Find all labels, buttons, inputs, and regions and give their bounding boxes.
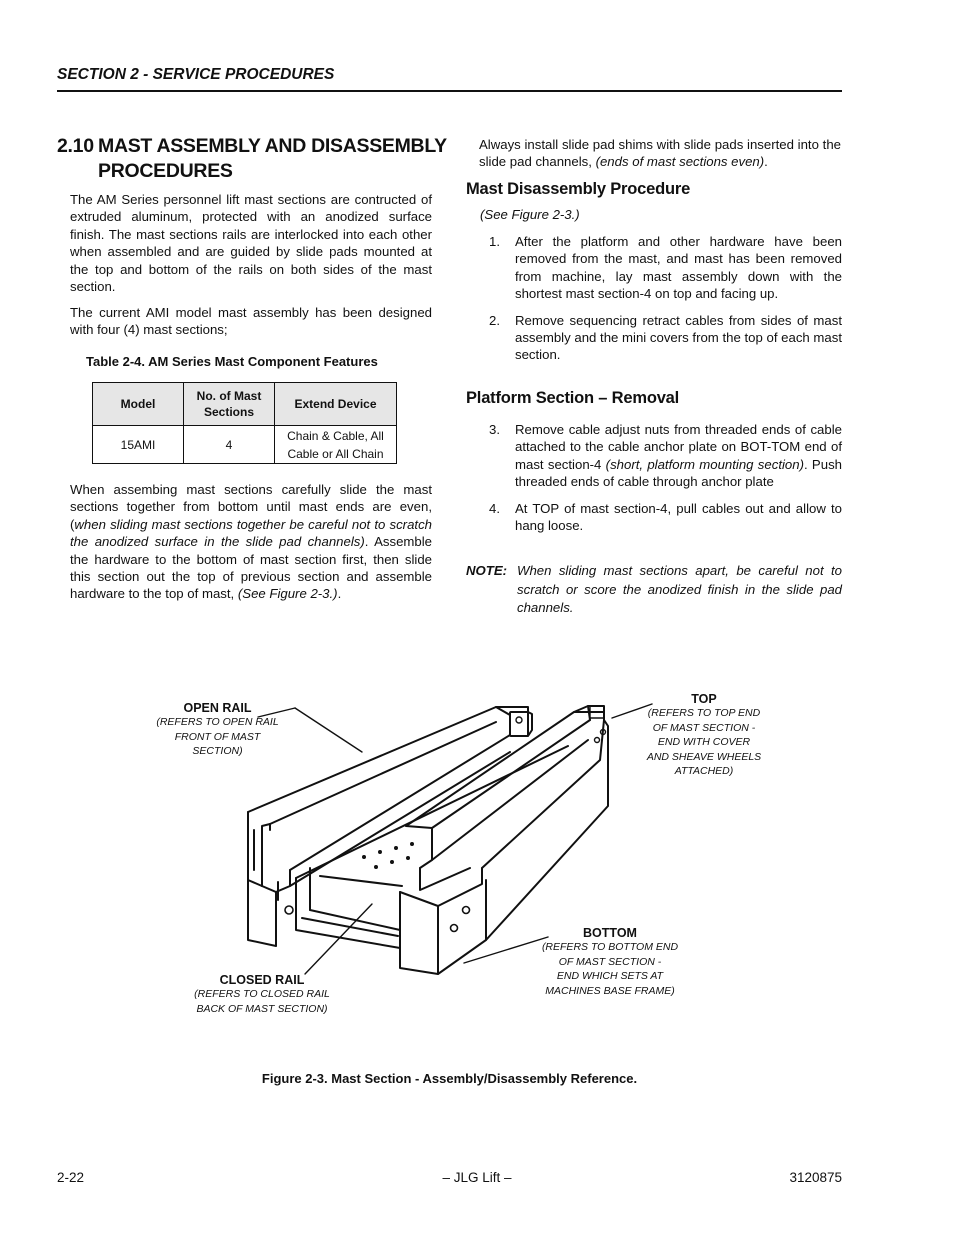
bottom-desc-4: MACHINES BASE FRAME) [545, 984, 675, 997]
step-text: Remove sequencing retract cables from sides of mast assembly and the mini covers from the top of each mast section. [515, 312, 842, 363]
note-label: NOTE: [466, 563, 508, 578]
step-number: 2. [489, 312, 500, 328]
section-title-line2: PROCEDURES [98, 160, 233, 182]
step-number: 4. [489, 500, 500, 516]
shim-text-c: . [764, 154, 768, 170]
step-text-b: (short, platform mounting section) [605, 456, 804, 472]
intro-paragraph: The AM Series personnel lift mast sections are contructed of extruded aluminum, protected with an anodized surface finish. The mast sections rails are interlocked into each other when assembled and are guided by slide pads mounted at the top and bottom of the rails on both sides of the mast section. [70, 192, 432, 295]
assembly-text-a: When assembing mast sections carefully slide the mast sections together from bottom until mast ends are even, ( [70, 482, 432, 532]
disassembly-figure-ref: (See Figure 2-3.) [480, 207, 580, 222]
top-callout [640, 692, 768, 779]
top-desc-4: AND SHEAVE WHEELS [646, 750, 762, 763]
section-header: SECTION 2 - SERVICE PROCEDURES [57, 66, 335, 83]
bottom-callout [540, 926, 680, 998]
table-cell-extend-device: Chain & Cable, All Cable or All Chain [275, 426, 397, 464]
step-text: After the platform and other hardware have been removed from the mast, and mast has been removed from machine, lay mast assembly down with the shortest mast section-4 on top and facing up. [515, 234, 842, 302]
top-desc-5: ATTACHED) [674, 765, 734, 777]
open-rail-label: OPEN RAIL [183, 701, 252, 715]
assembly-figure-ref: (See Figure 2-3.) [237, 586, 338, 602]
doc-number: 3120875 [789, 1170, 842, 1185]
bottom-desc-3: END WHICH SETS AT [556, 970, 664, 982]
figure-caption: Figure 2-3. Mast Section - Assembly/Disassembly Reference. [261, 1071, 638, 1086]
note-text: When sliding mast sections apart, be careful not to scratch or score the anodized finish in the slide pad channels. [517, 563, 842, 615]
step-number: 3. [489, 422, 500, 437]
step-text: At TOP of mast section-4, pull cables out and allow to hang loose. [515, 500, 842, 534]
shim-text-a: Always install slide pad shims with slide pads inserted into the slide pad channels, [479, 137, 841, 170]
assembly-caution: when sliding mast sections together be careful not to scratch the anodized surface in the slide pad channels) [70, 516, 432, 550]
bottom-desc-1: (REFERS TO BOTTOM END [541, 941, 679, 953]
footer-center: – JLG Lift – [442, 1170, 512, 1185]
page-number: 2-22 [57, 1170, 85, 1185]
table-title: Table 2-4. AM Series Mast Component Features [86, 354, 378, 369]
table-header-model: Model [93, 383, 184, 426]
assembly-text-c: . Assemble the hardware to the bottom of mast section first, then slide this section out the top of previous section and assemble hardware to the top of mast, [70, 534, 432, 602]
assembly-text-e: . [337, 586, 342, 602]
step-text-c: . Push threaded ends of cable through anchor plate [515, 456, 842, 490]
table-header-sections: No. of Mast Sections [184, 383, 275, 426]
open-rail-desc-1: (REFERS TO OPEN RAIL [156, 716, 279, 728]
table-cell-sections: 4 [184, 426, 275, 464]
table-cell-model: 15AMI [93, 426, 184, 464]
step-text-a: Remove cable adjust nuts from threaded ends of cable attached to the cable anchor plate on BOT-TOM end of mast section-4 [515, 422, 842, 472]
closed-rail-label: CLOSED RAIL [219, 973, 305, 987]
top-label: TOP [691, 692, 717, 706]
step-number: 1. [489, 234, 500, 249]
top-desc-1: (REFERS TO TOP END [647, 707, 761, 719]
open-rail-desc-2: FRONT OF MAST SECTION) [174, 730, 261, 757]
open-rail-callout [150, 701, 285, 759]
closed-rail-desc-1: (REFERS TO CLOSED RAIL [194, 988, 330, 1000]
section-number: 2.10 [57, 135, 94, 157]
bottom-desc-2: OF MAST SECTION - [558, 955, 662, 968]
closed-rail-desc-2: BACK OF MAST SECTION) [196, 1002, 328, 1015]
shim-text-b: (ends of mast sections even) [595, 154, 765, 170]
platform-removal-heading: Platform Section – Removal [466, 389, 680, 407]
closed-rail-callout [192, 973, 332, 1016]
disassembly-heading: Mast Disassembly Procedure [466, 180, 691, 198]
top-desc-2: OF MAST SECTION - [652, 721, 756, 734]
design-paragraph: The current AMI model mast assembly has been designed with four (4) mast sections; [70, 305, 432, 338]
section-title-line1: MAST ASSEMBLY AND DISASSEMBLY [98, 135, 447, 157]
top-desc-3: END WITH COVER [657, 736, 751, 748]
bottom-label: BOTTOM [583, 926, 637, 940]
table-header-extend-device: Extend Device [275, 383, 397, 426]
